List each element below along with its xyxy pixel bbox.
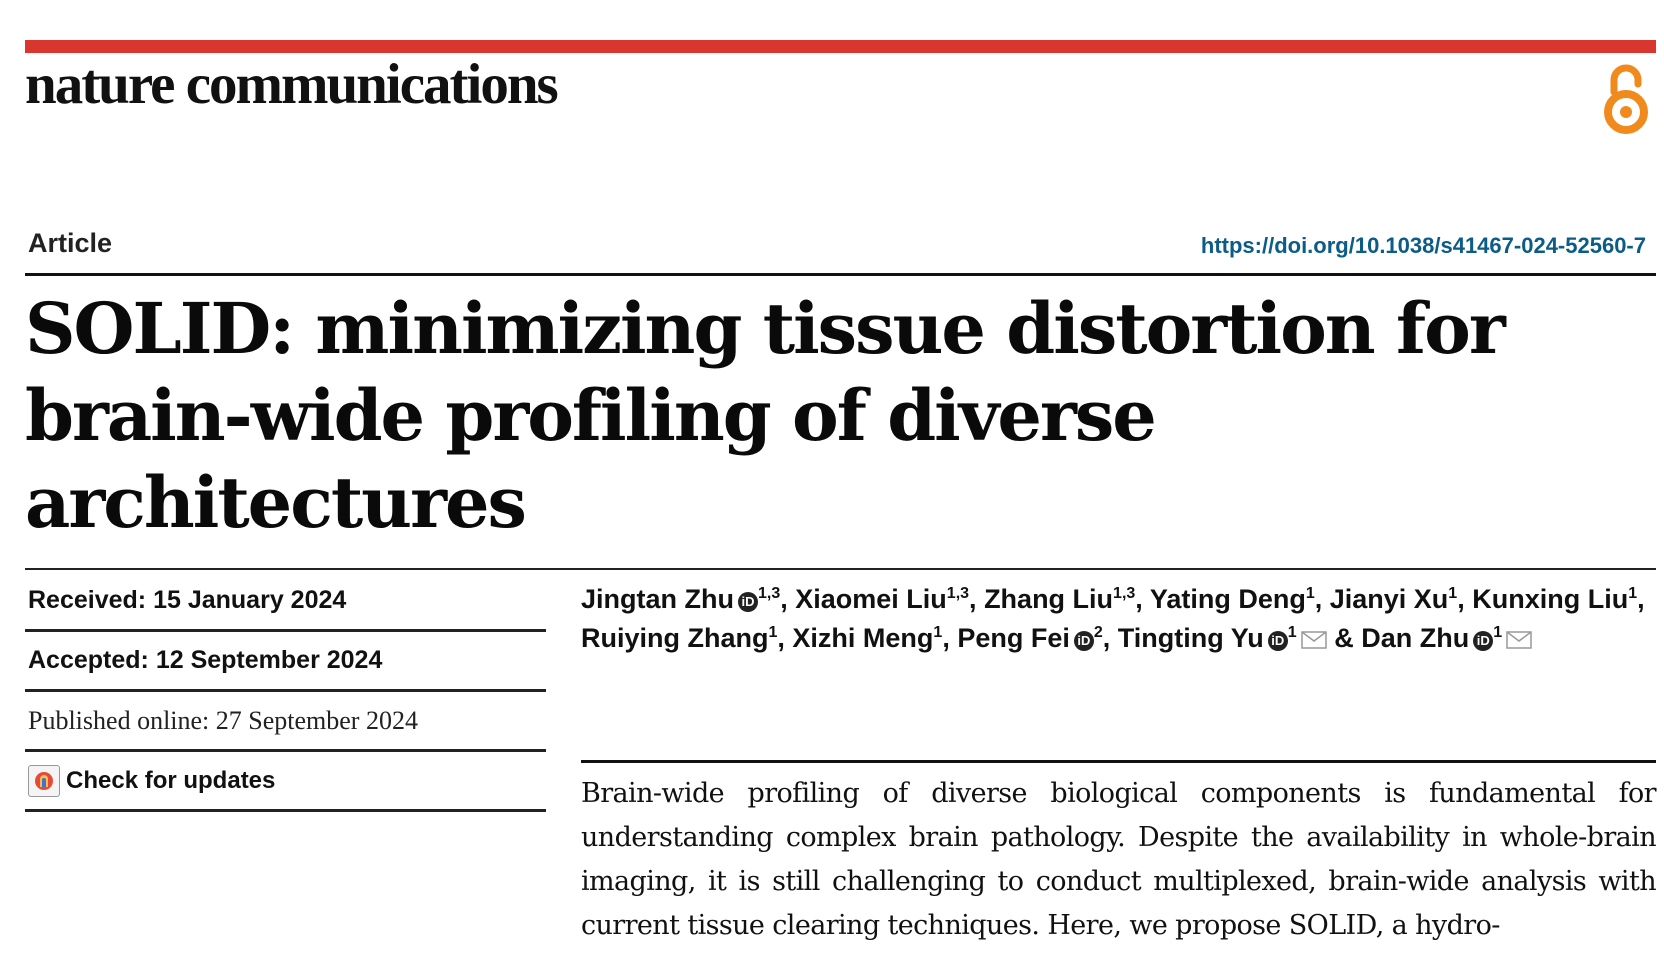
author[interactable] bbox=[1361, 623, 1532, 653]
published-label: Published online: bbox=[28, 705, 210, 735]
author-name: Tingting Yu bbox=[1117, 623, 1264, 653]
author-name: Xiaomei Liu bbox=[795, 584, 947, 614]
email-icon[interactable] bbox=[1506, 631, 1532, 649]
accepted-label: Accepted: bbox=[28, 646, 149, 674]
author-name: Jingtan Zhu bbox=[581, 584, 734, 614]
affiliation-marker: 1,3 bbox=[757, 585, 781, 602]
published-value: 27 September 2024 bbox=[215, 705, 418, 735]
journal-name[interactable]: nature communications bbox=[25, 53, 557, 116]
check-updates-label: Check for updates bbox=[66, 766, 276, 794]
author[interactable] bbox=[581, 584, 780, 614]
received-value: 15 January 2024 bbox=[153, 586, 347, 614]
affiliation-marker: 1 bbox=[1287, 624, 1297, 641]
published-date bbox=[25, 692, 546, 752]
author-separator: , bbox=[1637, 584, 1645, 614]
author[interactable] bbox=[984, 584, 1135, 614]
author-separator: , bbox=[1457, 584, 1473, 614]
author-separator: , bbox=[777, 623, 793, 653]
author-name: Jianyi Xu bbox=[1329, 584, 1449, 614]
article-type: Article bbox=[28, 228, 113, 258]
author-separator: & bbox=[1326, 623, 1362, 653]
accepted-value: 12 September 2024 bbox=[155, 646, 383, 674]
abstract: Brain-wide profiling of diverse biological components is fundamental for understanding complex brain pathology. Despite the availability in whole-brain imaging, it is still challenging to conduct multiplexed, brain-wide analysis with current tissue clearing techniques. Here, we propose SOLID, a hydro- bbox=[581, 778, 1656, 941]
check-for-updates-button[interactable] bbox=[28, 765, 275, 797]
divider bbox=[25, 273, 1656, 276]
author[interactable] bbox=[1472, 584, 1637, 614]
affiliation-marker: 1,3 bbox=[946, 585, 970, 602]
author-separator: , bbox=[1102, 623, 1118, 653]
received-date bbox=[25, 572, 546, 632]
affiliation-marker: 1 bbox=[1448, 585, 1458, 602]
orcid-icon[interactable]: iD bbox=[738, 592, 758, 612]
author[interactable] bbox=[1330, 584, 1457, 614]
author[interactable] bbox=[581, 623, 777, 653]
author-separator: , bbox=[1314, 584, 1330, 614]
divider bbox=[25, 568, 1656, 570]
affiliation-marker: 1 bbox=[1493, 624, 1503, 641]
doi-link[interactable]: https://doi.org/10.1038/s41467-024-52560-7 bbox=[1200, 233, 1646, 258]
author-name: Zhang Liu bbox=[984, 584, 1114, 614]
article-dates bbox=[25, 572, 546, 812]
author[interactable] bbox=[792, 623, 942, 653]
author[interactable] bbox=[795, 584, 969, 614]
affiliation-marker: 1 bbox=[768, 624, 778, 641]
author-name: Xizhi Meng bbox=[792, 623, 934, 653]
author-name: Yating Deng bbox=[1149, 584, 1306, 614]
author-separator: , bbox=[969, 584, 985, 614]
check-updates-row bbox=[25, 752, 546, 812]
orcid-icon[interactable]: iD bbox=[1473, 631, 1493, 651]
author-name: Kunxing Liu bbox=[1472, 584, 1629, 614]
author-separator: , bbox=[1135, 584, 1150, 614]
email-icon[interactable] bbox=[1301, 631, 1327, 649]
author-separator: , bbox=[780, 584, 796, 614]
author[interactable] bbox=[1150, 584, 1315, 614]
divider bbox=[581, 760, 1656, 763]
open-access-lock-icon bbox=[1600, 58, 1652, 138]
author-separator: , bbox=[942, 623, 958, 653]
author-list bbox=[581, 580, 1656, 658]
author-name: Peng Fei bbox=[957, 623, 1070, 653]
author[interactable] bbox=[957, 623, 1102, 653]
author[interactable] bbox=[1118, 623, 1327, 653]
affiliation-marker: 1 bbox=[1628, 585, 1638, 602]
affiliation-marker: 2 bbox=[1093, 624, 1103, 641]
check-updates-icon bbox=[28, 765, 60, 797]
author-name: Dan Zhu bbox=[1361, 623, 1470, 653]
accepted-date bbox=[25, 632, 546, 692]
orcid-icon[interactable]: iD bbox=[1268, 631, 1288, 651]
orcid-icon[interactable]: iD bbox=[1074, 631, 1094, 651]
author-name: Ruiying Zhang bbox=[581, 623, 769, 653]
affiliation-marker: 1 bbox=[1305, 585, 1315, 602]
article-title: SOLID: minimizing tissue distortion for brain-wide profiling of diverse architectures bbox=[25, 287, 1504, 544]
affiliation-marker: 1,3 bbox=[1113, 585, 1136, 602]
affiliation-marker: 1 bbox=[933, 624, 943, 641]
received-label: Received: bbox=[28, 586, 147, 614]
